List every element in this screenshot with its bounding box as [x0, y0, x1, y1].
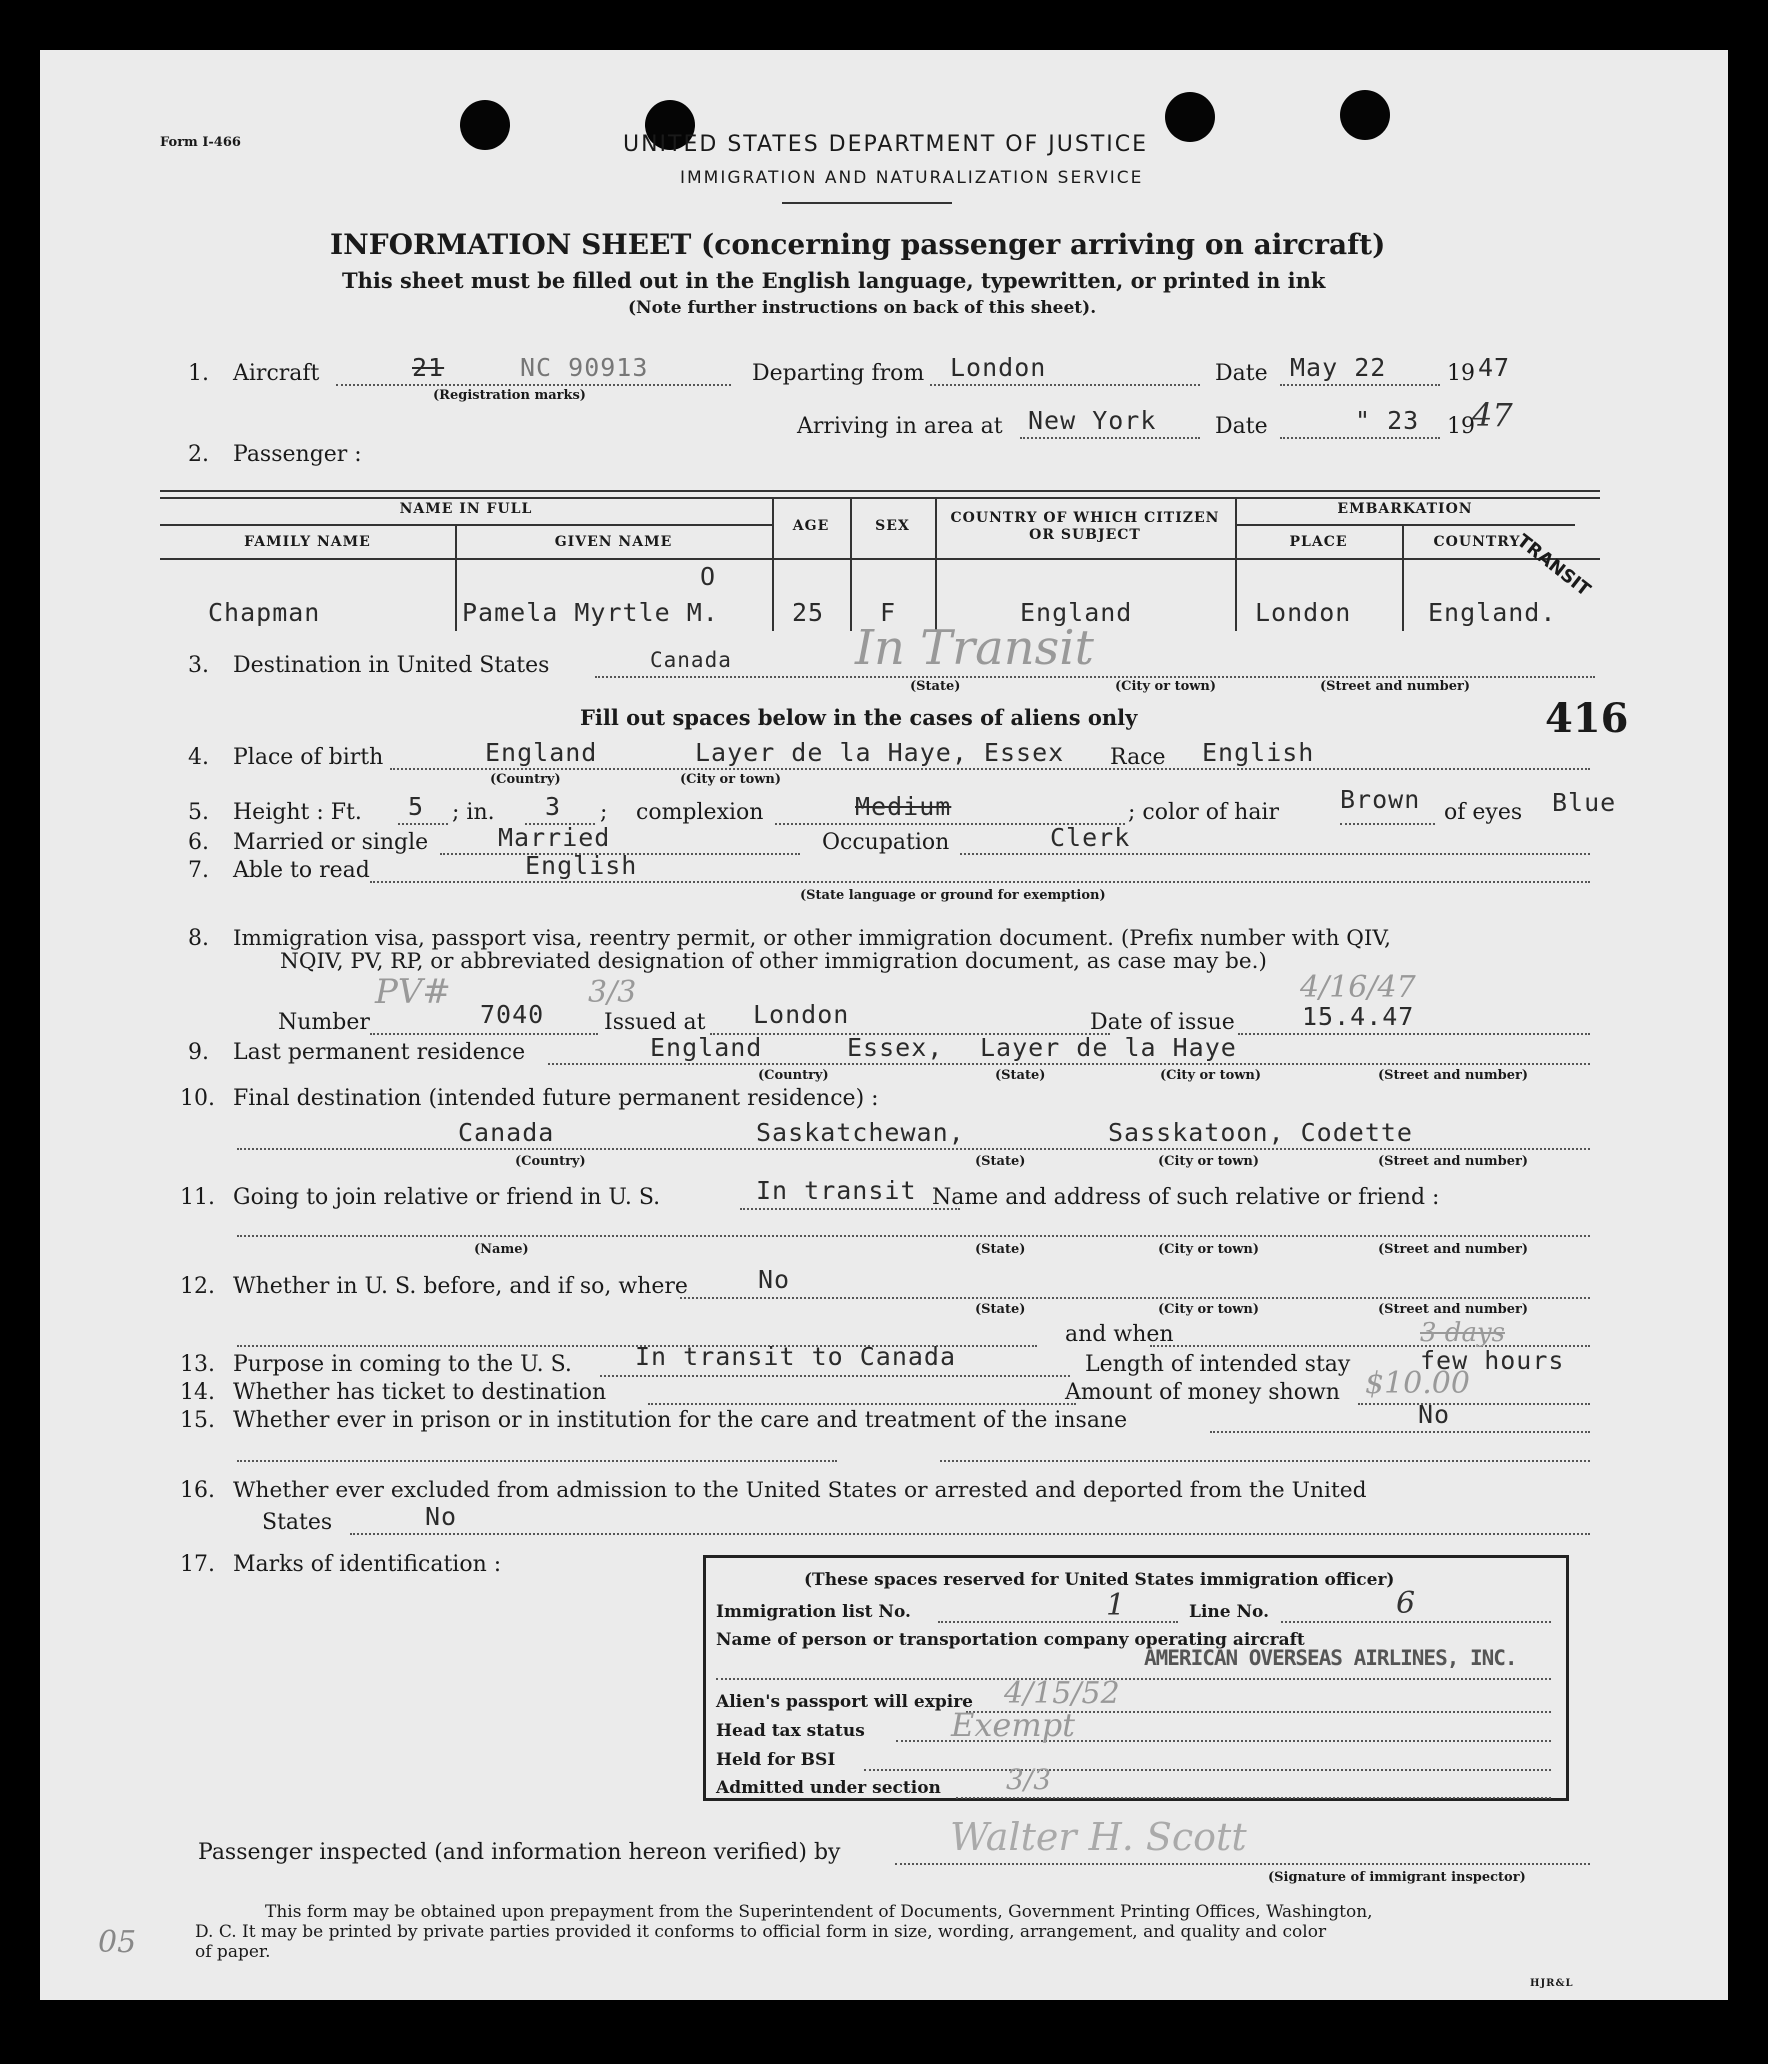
- read-line: [370, 881, 1590, 883]
- header-rule: [782, 202, 952, 204]
- table-name-rule: [160, 524, 772, 526]
- margin-mark: 05: [98, 1925, 137, 1960]
- date-label: Date: [1215, 361, 1268, 386]
- stay-hand: 3 days: [1420, 1318, 1505, 1348]
- company-value: AMERICAN OVERSEAS AIRLINES, INC.: [1144, 1646, 1517, 1670]
- money-label: Amount of money shown: [1065, 1380, 1340, 1405]
- stay-label: Length of intended stay: [1085, 1352, 1351, 1377]
- document-text-2: NQIV, PV, RP, or abbreviated designation of other immigration document, as case may be.): [280, 949, 1267, 974]
- aircraft-value: NC 90913: [520, 353, 649, 382]
- final-country: Canada: [458, 1118, 555, 1147]
- destination-hand: In Transit: [855, 620, 1094, 676]
- destination-label: Destination in United States: [233, 653, 550, 678]
- passport-expire-value: 4/15/52: [1004, 1676, 1120, 1711]
- form-number: Form I-466: [160, 135, 241, 150]
- eyes-value: Blue: [1552, 788, 1617, 817]
- residence-city: Layer de la Haye: [980, 1033, 1237, 1062]
- join-value: In transit: [756, 1176, 917, 1205]
- birthplace-line: [390, 768, 1590, 770]
- cell-given-mark: O: [700, 562, 717, 591]
- marks-label: Marks of identification :: [233, 1552, 502, 1577]
- date2-value: " 23: [1355, 406, 1420, 435]
- join-name-label: Name and address of such relative or friend :: [932, 1185, 1440, 1210]
- birthplace-country: England: [485, 738, 598, 767]
- th-given-name: GIVEN NAME: [554, 534, 673, 550]
- punch-hole: [460, 100, 510, 150]
- footer-line-1: This form may be obtained upon prepayment from the Superintendent of Documents, Government Printing Offices, Washington,: [265, 1902, 1373, 1922]
- table-col-rule: [935, 497, 937, 631]
- date-line: [1280, 384, 1440, 386]
- item-number: 5.: [188, 800, 209, 825]
- table-embark-rule: [1235, 524, 1575, 526]
- list-no-value: 1: [1106, 1588, 1126, 1623]
- document-text-1: Immigration visa, passport visa, reentry permit, or other immigration document. (Prefix number with QIV,: [233, 926, 1392, 951]
- height-ft-line: [398, 823, 448, 825]
- hair-label: ; color of hair: [1128, 800, 1279, 825]
- item-number: 12.: [180, 1274, 215, 1299]
- final-destination-line: [237, 1148, 1590, 1150]
- marital-value: Married: [498, 823, 611, 852]
- issued-value: London: [753, 1000, 850, 1029]
- arriving-value: New York: [1028, 406, 1157, 435]
- caption-city: (City or town): [1115, 679, 1217, 694]
- item-number: 6.: [188, 830, 209, 855]
- list-no-label: Immigration list No.: [716, 1602, 911, 1622]
- height-semicolon: ;: [600, 800, 608, 825]
- passenger-label: Passenger :: [233, 442, 362, 467]
- before-line: [680, 1297, 1590, 1299]
- list-no-line: [938, 1621, 1178, 1623]
- final-city: Sasskatoon, Codette: [1108, 1118, 1413, 1147]
- date-value: May 22: [1290, 353, 1387, 382]
- bsi-line: [864, 1769, 1551, 1771]
- admitted-line: [956, 1797, 1551, 1799]
- excluded-text-1: Whether ever excluded from admission to the United States or arrested and deported from the United: [233, 1478, 1367, 1503]
- item-number: 3.: [188, 653, 209, 678]
- cell-family-name: Chapman: [208, 598, 321, 627]
- signature-caption: (Signature of immigrant inspector): [1268, 1870, 1526, 1885]
- destination-value: Canada: [650, 648, 732, 672]
- height-ft-value: 5: [408, 792, 425, 821]
- th-age: AGE: [792, 518, 830, 534]
- join-line: [740, 1208, 960, 1210]
- item-number: 15.: [180, 1408, 215, 1433]
- item-number: 10.: [180, 1086, 215, 1111]
- head-tax-value: Exempt: [951, 1706, 1076, 1744]
- punch-hole: [1340, 90, 1390, 140]
- th-sex: SEX: [875, 518, 910, 534]
- ticket-line: [648, 1403, 1076, 1405]
- bsi-label: Held for BSI: [716, 1750, 836, 1770]
- caption-city: (City or town): [1158, 1242, 1260, 1257]
- item-number: 8.: [188, 926, 209, 951]
- destination-line: [595, 676, 1595, 678]
- number-value: 7040: [480, 1000, 545, 1029]
- number-line: [370, 1033, 598, 1035]
- excluded-value: No: [425, 1502, 458, 1531]
- doi-label: Date of issue: [1090, 1010, 1235, 1035]
- ticket-label: Whether has ticket to destination: [233, 1380, 607, 1405]
- item-number: 11.: [180, 1185, 215, 1210]
- caption-state: (State): [975, 1302, 1026, 1317]
- eyes-label: of eyes: [1444, 800, 1523, 825]
- form-note: (Note further instructions on back of this sheet).: [628, 298, 1097, 318]
- residence-country: England: [650, 1033, 763, 1062]
- money-hand: $10.00: [1365, 1366, 1470, 1401]
- purpose-value: In transit to Canada: [635, 1342, 957, 1371]
- final-state: Saskatchewan,: [756, 1118, 965, 1147]
- form-title: INFORMATION SHEET (concerning passenger arriving on aircraft): [330, 228, 1386, 261]
- before-value: No: [758, 1265, 791, 1294]
- item-number: 2.: [188, 442, 209, 467]
- race-value: English: [1202, 738, 1315, 767]
- height-label: Height : Ft.: [233, 800, 362, 825]
- item-number: 1.: [188, 361, 209, 386]
- issued-label: Issued at: [604, 1010, 706, 1035]
- cell-sex: F: [880, 598, 897, 627]
- table-top-rule: [160, 490, 1600, 492]
- aliens-only-heading: Fill out spaces below in the cases of aliens only: [580, 705, 1138, 730]
- birthplace-city: Layer de la Haye, Essex: [695, 738, 1065, 767]
- service-heading: IMMIGRATION AND NATURALIZATION SERVICE: [680, 168, 1144, 188]
- stay-value: few hours: [1420, 1346, 1565, 1375]
- aircraft-label: Aircraft: [233, 361, 320, 386]
- excluded-text-2: States: [262, 1510, 333, 1535]
- department-heading: UNITED STATES DEPARTMENT OF JUSTICE: [623, 132, 1149, 157]
- cell-age: 25: [792, 598, 825, 627]
- th-country: COUNTRY: [1433, 534, 1521, 550]
- year2-prefix: 19: [1447, 414, 1475, 439]
- caption-city: (City or town): [680, 772, 782, 787]
- caption-state: (State): [910, 679, 961, 694]
- item-number: 17.: [180, 1552, 215, 1577]
- complexion-value: Medium: [855, 792, 952, 821]
- number-hand-section: 3/3: [588, 975, 637, 1010]
- item-number: 16.: [180, 1478, 215, 1503]
- year-prefix: 19: [1447, 361, 1475, 386]
- cell-embark-country: England.: [1428, 598, 1557, 627]
- head-tax-label: Head tax status: [716, 1721, 865, 1741]
- inspected-label: Passenger inspected (and information hereon verified) by: [198, 1840, 841, 1865]
- number-label: Number: [278, 1010, 370, 1035]
- aircraft-caption: (Registration marks): [433, 388, 586, 403]
- caption-country: (Country): [490, 772, 561, 787]
- caption-street: (Street and number): [1378, 1068, 1528, 1083]
- company-label: Name of person or transportation company operating aircraft: [716, 1630, 1305, 1650]
- final-destination-label: Final destination (intended future permanent residence) :: [233, 1086, 879, 1111]
- admitted-value: 3/3: [1006, 1763, 1052, 1796]
- big-number: 416: [1545, 695, 1629, 742]
- doi-value: 15.4.47: [1302, 1002, 1415, 1031]
- residence-state: Essex,: [847, 1033, 944, 1062]
- item-number: 9.: [188, 1040, 209, 1065]
- height-in-label: ; in.: [452, 800, 495, 825]
- caption-street: (Street and number): [1320, 679, 1470, 694]
- doi-hand: 4/16/47: [1300, 970, 1416, 1005]
- read-caption: (State language or ground for exemption): [800, 888, 1106, 903]
- prison-line-3: [940, 1460, 1590, 1462]
- money-line: [1358, 1403, 1590, 1405]
- footer-code: HJR&L: [1530, 1978, 1574, 1989]
- arriving-label: Arriving in area at: [797, 414, 1003, 439]
- transit-stamp: TRANSIT: [1512, 530, 1595, 601]
- form-subtitle: This sheet must be filled out in the English language, typewritten, or printed in ink: [342, 268, 1326, 293]
- officer-box: [703, 1555, 1569, 1801]
- height-in-value: 3: [545, 792, 562, 821]
- residence-label: Last permanent residence: [233, 1040, 526, 1065]
- purpose-label: Purpose in coming to the U. S.: [233, 1352, 572, 1377]
- line-no-label: Line No.: [1189, 1602, 1270, 1622]
- date2-label: Date: [1215, 414, 1268, 439]
- hair-value: Brown: [1340, 785, 1421, 814]
- hair-line: [1340, 823, 1435, 825]
- join-label: Going to join relative or friend in U. S.: [233, 1185, 661, 1210]
- punch-hole: [1165, 92, 1215, 142]
- table-top-rule: [160, 497, 1600, 499]
- prison-label: Whether ever in prison or in institution for the care and treatment of the insane: [233, 1408, 1128, 1433]
- prison-line: [1210, 1431, 1590, 1433]
- occupation-value: Clerk: [1050, 823, 1131, 852]
- doi-line: [1238, 1033, 1590, 1035]
- marital-label: Married or single: [233, 830, 429, 855]
- th-place: PLACE: [1289, 534, 1348, 550]
- caption-city: (City or town): [1158, 1302, 1260, 1317]
- caption-state: (State): [975, 1242, 1026, 1257]
- table-header-bottom-rule: [160, 558, 1600, 560]
- admitted-label: Admitted under section: [716, 1778, 941, 1798]
- aircraft-line: [336, 384, 731, 386]
- caption-street: (Street and number): [1378, 1154, 1528, 1169]
- caption-state: (State): [975, 1154, 1026, 1169]
- caption-country: (Country): [515, 1154, 586, 1169]
- item-number: 4.: [188, 745, 209, 770]
- table-col-rule: [1235, 497, 1237, 631]
- arriving-line: [1020, 437, 1200, 439]
- departing-line: [930, 384, 1200, 386]
- residence-line: [548, 1063, 1590, 1065]
- th-family-name: FAMILY NAME: [244, 534, 371, 550]
- th-country-citizen: COUNTRY OF WHICH CITIZEN OR SUBJECT: [950, 510, 1220, 543]
- and-when-label: and when: [1065, 1322, 1174, 1347]
- race-label: Race: [1110, 745, 1166, 770]
- excluded-line: [350, 1533, 1590, 1535]
- th-name-in-full: NAME IN FULL: [399, 501, 533, 517]
- footer-line-2: D. C. It may be printed by private parties provided it conforms to official form in size, wording, arrangement, and quality and color: [195, 1922, 1327, 1942]
- prison-value: No: [1418, 1400, 1451, 1429]
- caption-street: (Street and number): [1378, 1302, 1528, 1317]
- occupation-line: [960, 853, 1590, 855]
- th-embarkation: EMBARKATION: [1337, 501, 1473, 517]
- date2-line: [1280, 437, 1440, 439]
- read-value: English: [525, 851, 638, 880]
- join-name-line: [237, 1235, 1590, 1237]
- caption-state: (State): [995, 1068, 1046, 1083]
- signature-line: [895, 1863, 1590, 1865]
- officer-box-title: (These spaces reserved for United States immigration officer): [804, 1570, 1395, 1590]
- inspector-signature: Walter H. Scott: [950, 1815, 1247, 1859]
- prison-line-2: [237, 1460, 837, 1462]
- caption-street: (Street and number): [1378, 1242, 1528, 1257]
- caption-name: (Name): [474, 1242, 529, 1257]
- number-hand-prefix: PV#: [375, 972, 451, 1012]
- occupation-label: Occupation: [822, 830, 950, 855]
- caption-city: (City or town): [1160, 1068, 1262, 1083]
- year-value: 47: [1478, 353, 1511, 382]
- item-number: 13.: [180, 1352, 215, 1377]
- item-number: 7.: [188, 858, 209, 883]
- line-no-value: 6: [1396, 1586, 1416, 1621]
- year2-value: 47: [1472, 396, 1513, 434]
- purpose-line: [600, 1375, 1070, 1377]
- caption-country: (Country): [758, 1068, 829, 1083]
- company-line: [716, 1678, 1551, 1680]
- before-label: Whether in U. S. before, and if so, where: [233, 1274, 688, 1299]
- item-number: 14.: [180, 1380, 215, 1405]
- cell-embark-place: London: [1255, 598, 1352, 627]
- complexion-label: complexion: [636, 800, 764, 825]
- cell-given-name: Pamela Myrtle M.: [462, 598, 719, 627]
- departing-label: Departing from: [752, 361, 925, 386]
- caption-city: (City or town): [1158, 1154, 1260, 1169]
- line-no-line: [1281, 1621, 1551, 1623]
- cell-citizen: England: [1020, 598, 1133, 627]
- read-label: Able to read: [233, 858, 370, 883]
- passport-expire-label: Alien's passport will expire: [716, 1692, 973, 1712]
- aircraft-struck: 21: [412, 353, 445, 382]
- departing-value: London: [950, 353, 1047, 382]
- footer-line-3: of paper.: [195, 1942, 271, 1962]
- birthplace-label: Place of birth: [233, 745, 384, 770]
- form-sheet: [40, 50, 1728, 2000]
